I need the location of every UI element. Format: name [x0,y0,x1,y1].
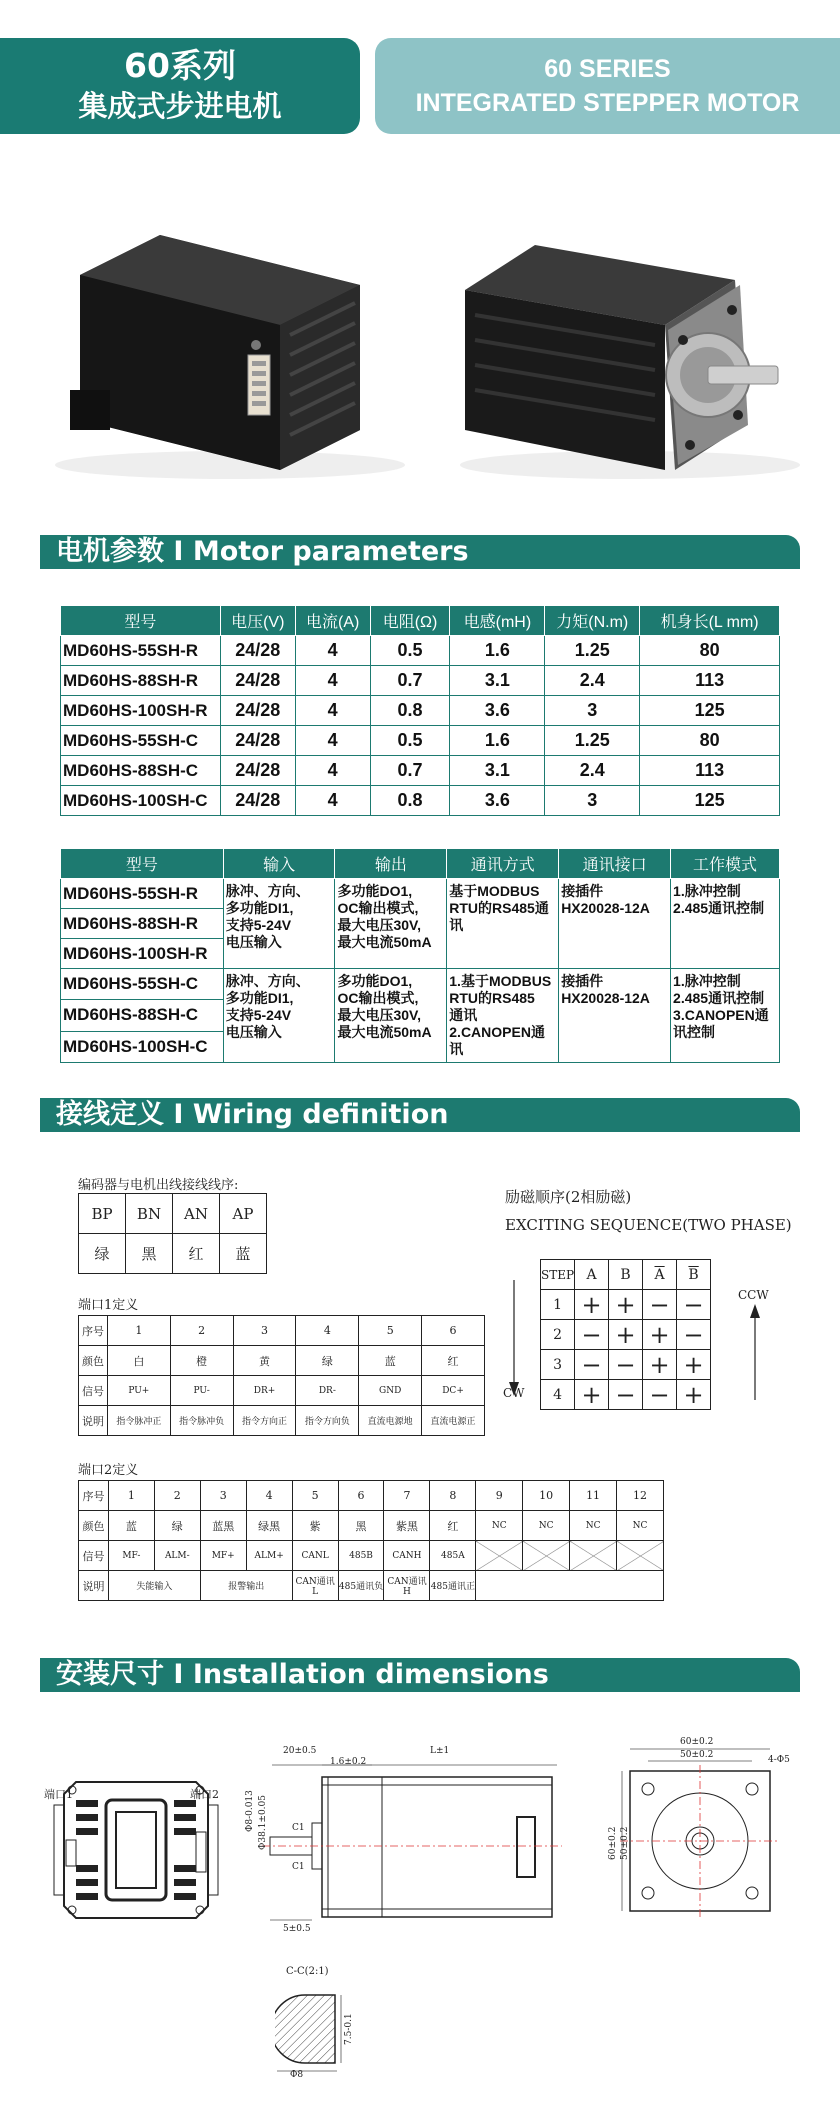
io-line: 最大电流50mA [337,934,432,950]
io-line: 最大电压30V, [337,917,421,933]
io-line: 讯 [449,1041,464,1057]
port1-label: 端口1定义 [78,1298,139,1313]
seq-cell: − [575,1320,609,1350]
dim-square-50: 50±0.2 [680,1750,714,1760]
io-line: 1.脉冲控制 [673,973,741,989]
param-cell: MD60HS-55SH-R [61,636,221,666]
seq-cell: + [643,1350,677,1380]
dim-c1-bottom: C1 [292,1862,305,1872]
io-line: OC输出模式, [337,990,419,1006]
io-input-cell [223,969,335,1063]
section-label: C-C(2:1) [286,1966,329,1977]
io-header: 通讯方式 [447,849,559,879]
port2-cell: NC [570,1511,617,1541]
seq-cell: + [609,1290,643,1320]
io-line: HX20028-12A [561,990,650,1006]
port2-cell: 紫黑 [384,1511,430,1541]
port2-cell: 485通讯正 [430,1571,476,1601]
io-comm-cell [447,879,559,969]
seq-cell: + [575,1380,609,1410]
io-model: MD60HS-55SH-R [61,879,224,909]
port1-cell: 1 [107,1316,170,1346]
param-cell: 0.8 [370,786,450,816]
port2-empty-cell [523,1541,570,1571]
seq-header: B [609,1260,643,1290]
param-cell: 3 [545,786,640,816]
io-model: MD60HS-100SH-R [61,939,224,969]
io-line: 脉冲、方向、 [225,973,310,989]
seq-cell: − [643,1380,677,1410]
io-header: 输入 [223,849,335,879]
param-table [60,605,780,816]
port2-cell: 485B [338,1541,384,1571]
param-cell: MD60HS-55SH-C [61,726,221,756]
port2-cell: 颜色 [79,1511,109,1541]
port1-cell: 信号 [79,1376,108,1406]
io-line: 2.485通讯控制 [673,990,765,1006]
port2-cell: 9 [476,1481,523,1511]
seq-cell: − [575,1350,609,1380]
encoder-code: BP [79,1194,126,1234]
encoder-color: 绿 [79,1234,126,1274]
io-model: MD60HS-55SH-C [61,969,224,1000]
io-line: 最大电压30V, [337,1007,421,1023]
io-line: 通讯 [449,1007,478,1023]
param-cell: 3.1 [450,666,545,696]
port1-cell: 指令方向负 [296,1406,359,1436]
port2-cell: CANL [292,1541,338,1571]
table-row [61,726,780,756]
io-line: 2.485通讯控制 [673,900,765,916]
io-line: 3.CANOPEN通 [673,1007,769,1023]
io-table [60,848,780,1063]
port1-cell: 白 [107,1346,170,1376]
param-cell: 24/28 [220,696,295,726]
param-cell: 4 [295,786,370,816]
seq-step: 4 [541,1380,575,1410]
param-cell: 4 [295,666,370,696]
param-cell: 125 [640,696,780,726]
param-cell: 1.25 [545,726,640,756]
port2-empty-cell [476,1571,664,1601]
io-header: 通讯接口 [559,849,671,879]
port1-cell: 直流电源正 [422,1406,485,1436]
io-line: 1.脉冲控制 [673,883,741,899]
dim-c1-top: C1 [292,1823,305,1833]
port2-cell: 11 [570,1481,617,1511]
ccw-arrow-icon [740,1300,770,1410]
port1-cell: 红 [422,1346,485,1376]
port1-cell: 直流电源地 [359,1406,422,1436]
param-cell: 24/28 [220,786,295,816]
port1-cell: 4 [296,1316,359,1346]
section-cc-drawing [275,1985,385,2075]
dim-shaft-length: 20±0.5 [283,1746,317,1756]
param-cell: 113 [640,756,780,786]
port1-cell: PU- [170,1376,233,1406]
section-bar-params: 电机参数 I Motor parameters [40,535,800,569]
header-cn-series: 60系列 [124,46,236,85]
io-header-row [61,849,780,879]
io-mode-cell [671,969,780,1063]
param-cell: 0.8 [370,696,450,726]
param-cell: 24/28 [220,726,295,756]
port1-cell: 黄 [233,1346,296,1376]
param-header-row [61,606,780,636]
param-cell: 1.6 [450,726,545,756]
dim-pilot: Φ38.1±0.05 [258,1795,268,1850]
io-header: 型号 [61,849,224,879]
port1-cell: DR- [296,1376,359,1406]
port2-cell: 报警输出 [200,1571,292,1601]
table-row [79,1346,485,1376]
param-cell: 4 [295,696,370,726]
port2-empty-cell [570,1541,617,1571]
port2-cell: 信号 [79,1541,109,1571]
motor-photo-front [440,220,815,490]
port1-cell: 蓝 [359,1346,422,1376]
io-line: 1.基于MODBUS [449,973,552,989]
param-cell: MD60HS-88SH-C [61,756,221,786]
seq-cell: − [643,1290,677,1320]
port2-cell: 485A [430,1541,476,1571]
port2-cell: 红 [430,1511,476,1541]
table-row [541,1380,711,1410]
seq-step: 1 [541,1290,575,1320]
header-cn-title: 集成式步进电机 [78,89,282,123]
port2-cell: 黑 [338,1511,384,1541]
port2-cell: 说明 [79,1571,109,1601]
param-header: 机身长(L mm) [640,606,780,636]
table-row [61,786,780,816]
table-row [79,1541,664,1571]
param-cell: 0.5 [370,636,450,666]
param-cell: 3.6 [450,786,545,816]
dim-square-60: 60±0.2 [680,1737,714,1747]
io-input-cell [223,879,335,969]
param-cell: MD60HS-88SH-R [61,666,221,696]
table-row [79,1511,664,1541]
io-line: HX20028-12A [561,900,650,916]
dim-body-length: L±1 [430,1746,450,1756]
header-en-series: 60 SERIES [544,55,671,83]
port1-cell: 颜色 [79,1346,108,1376]
port2-cell: 12 [617,1481,664,1511]
port2-cell: 蓝 [108,1511,154,1541]
motor-photo-rear [30,215,420,490]
cw-label: CW [503,1386,525,1400]
param-cell: 1.6 [450,636,545,666]
port2-cell: 绿黑 [246,1511,292,1541]
section-bar-install: 安装尺寸 I Installation dimensions [40,1658,800,1692]
io-output-cell [335,879,447,969]
port2-cell: 失能输入 [108,1571,200,1601]
io-line: 讯控制 [673,1024,716,1040]
io-line: 电压输入 [225,934,282,950]
port1-cell: 指令方向正 [233,1406,296,1436]
port2-cell: 2 [154,1481,200,1511]
ccw-label: CCW [738,1288,769,1302]
io-line: 多功能DI1, [225,900,294,916]
port2-cell: 紫 [292,1511,338,1541]
encoder-color: 蓝 [220,1234,267,1274]
encoder-code: AP [220,1194,267,1234]
port2-cell: 8 [430,1481,476,1511]
port2-cell: NC [476,1511,523,1541]
port2-cell: 6 [338,1481,384,1511]
table-row [61,636,780,666]
port1-cell: 绿 [296,1346,359,1376]
sequence-title-en: EXCITING SEQUENCE(TWO PHASE) [505,1216,792,1234]
table-row [541,1320,711,1350]
param-cell: 2.4 [545,666,640,696]
param-cell: MD60HS-100SH-R [61,696,221,726]
port2-table [78,1480,664,1601]
table-row [79,1406,485,1436]
port1-cell: GND [359,1376,422,1406]
port1-cell: 说明 [79,1406,108,1436]
seq-step: 3 [541,1350,575,1380]
param-cell: 24/28 [220,756,295,786]
dim-vertical-50: 50±0.2 [620,1826,630,1860]
dim-vertical-60: 60±0.2 [608,1826,618,1860]
encoder-code: BN [126,1194,173,1234]
table-row [61,879,780,909]
port1-cell: 橙 [170,1346,233,1376]
table-row [61,756,780,786]
port1-cell: 序号 [79,1316,108,1346]
port2-cell: ALM+ [246,1541,292,1571]
seq-cell: − [609,1350,643,1380]
param-cell: 4 [295,636,370,666]
param-header: 力矩(N.m) [545,606,640,636]
param-cell: 125 [640,786,780,816]
port2-cell: 5 [292,1481,338,1511]
io-model: MD60HS-88SH-C [61,1000,224,1031]
table-row [79,1316,485,1346]
param-cell: 4 [295,756,370,786]
io-comm-cell [447,969,559,1063]
param-cell: 80 [640,726,780,756]
table-row [79,1234,267,1274]
port2-cell: 10 [523,1481,570,1511]
port1-cell: 3 [233,1316,296,1346]
io-line: 最大电流50mA [337,1024,432,1040]
front-view-drawing [620,1735,810,1935]
seq-cell: + [677,1350,711,1380]
port2-cell: ALM- [154,1541,200,1571]
port2-cell: 序号 [79,1481,109,1511]
table-row [541,1260,711,1290]
port2-cell: NC [617,1511,664,1541]
param-cell: 1.25 [545,636,640,666]
io-line: 接插件 [561,973,604,989]
header-en-banner [375,38,840,134]
port1-cell: DC+ [422,1376,485,1406]
port2-cell: 3 [200,1481,246,1511]
side-view-drawing [262,1745,562,1935]
param-cell: MD60HS-100SH-C [61,786,221,816]
port2-cell: 7 [384,1481,430,1511]
table-row [79,1571,664,1601]
port2-cell: MF+ [200,1541,246,1571]
dim-key: 5±0.5 [283,1924,311,1934]
dim-shaft-diameter: Φ8-0.013 [245,1790,255,1832]
io-output-cell [335,969,447,1063]
table-row [61,666,780,696]
sequence-table [540,1259,711,1410]
dim-holes: 4-Φ5 [768,1755,790,1765]
port1-cell: 指令脉冲正 [107,1406,170,1436]
port2-cell: 1 [108,1481,154,1511]
seq-header-b-bar: $\overline{B}$ [677,1260,711,1290]
encoder-table [78,1193,267,1274]
port1-cell: 6 [422,1316,485,1346]
table-row [79,1481,664,1511]
io-line: 电压输入 [225,1024,282,1040]
sequence-title-cn: 励磁顺序(2相励磁) [505,1188,632,1206]
encoder-color: 红 [173,1234,220,1274]
param-header: 电压(V) [220,606,295,636]
dim-flange: 1.6±0.2 [330,1757,367,1767]
port1-cell: 2 [170,1316,233,1346]
param-cell: 3.1 [450,756,545,786]
port2-cell: CAN通讯H [384,1571,430,1601]
section-bar-wiring: 接线定义 I Wiring definition [40,1098,800,1132]
port2-cell: 绿 [154,1511,200,1541]
seq-cell: + [643,1320,677,1350]
io-port-cell [559,879,671,969]
port2-label: 端口2定义 [78,1463,139,1478]
io-line: RTU的RS485通 [449,900,549,916]
param-cell: 24/28 [220,636,295,666]
dim-flat: 7.5-0.1 [344,2013,354,2045]
port1-cell: 指令脉冲负 [170,1406,233,1436]
port2-drawing-label: 端口2 [190,1788,219,1801]
io-model: MD60HS-100SH-C [61,1031,224,1062]
param-header: 型号 [61,606,221,636]
seq-cell: + [575,1290,609,1320]
seq-cell: + [677,1380,711,1410]
table-row [61,969,780,1000]
io-model: MD60HS-88SH-R [61,909,224,939]
table-row [541,1350,711,1380]
port1-cell: DR+ [233,1376,296,1406]
param-cell: 0.5 [370,726,450,756]
encoder-code: AN [173,1194,220,1234]
param-cell: 113 [640,666,780,696]
table-row [61,696,780,726]
io-line: 2.CANOPEN通 [449,1024,545,1040]
param-cell: 3.6 [450,696,545,726]
table-row [541,1290,711,1320]
seq-cell: + [609,1320,643,1350]
port1-table [78,1315,485,1436]
io-line: 支持5-24V [225,1007,292,1023]
io-line: 多功能DO1, [337,883,413,899]
seq-header: A [575,1260,609,1290]
port2-cell: CAN通讯L [292,1571,338,1601]
param-header: 电流(A) [295,606,370,636]
io-line: 多功能DI1, [225,990,294,1006]
io-header: 输出 [335,849,447,879]
encoder-label: 编码器与电机出线接线线序: [78,1178,239,1193]
port2-cell: NC [523,1511,570,1541]
io-line: RTU的RS485 [449,990,535,1006]
port2-cell: MF- [108,1541,154,1571]
table-row [79,1194,267,1234]
io-line: 多功能DO1, [337,973,413,989]
io-mode-cell [671,879,780,969]
param-cell: 3 [545,696,640,726]
io-line: 基于MODBUS [449,883,540,899]
port1-cell: PU+ [107,1376,170,1406]
encoder-color: 黑 [126,1234,173,1274]
seq-header-a-bar: $\overline{A}$ [643,1260,677,1290]
io-header: 工作模式 [671,849,780,879]
port2-empty-cell [476,1541,523,1571]
port2-cell: CANH [384,1541,430,1571]
port1-drawing-label: 端口1 [44,1788,73,1801]
param-cell: 24/28 [220,666,295,696]
param-cell: 0.7 [370,666,450,696]
param-cell: 2.4 [545,756,640,786]
param-header: 电阻(Ω) [370,606,450,636]
io-line: OC输出模式, [337,900,419,916]
io-line: 接插件 [561,883,604,899]
io-line: 讯 [449,917,464,933]
io-port-cell [559,969,671,1063]
port2-cell: 4 [246,1481,292,1511]
seq-cell: − [609,1380,643,1410]
param-cell: 0.7 [370,756,450,786]
table-row [79,1376,485,1406]
seq-cell: − [677,1290,711,1320]
param-header: 电感(mH) [450,606,545,636]
header-en-title: INTEGRATED STEPPER MOTOR [415,89,800,117]
dim-diameter: Φ8 [290,2070,304,2080]
seq-header: STEP [541,1260,575,1290]
io-line: 脉冲、方向、 [225,883,310,899]
port2-cell: 485通讯负 [338,1571,384,1601]
param-cell: 4 [295,726,370,756]
port2-cell: 蓝黑 [200,1511,246,1541]
seq-step: 2 [541,1320,575,1350]
io-line: 支持5-24V [225,917,292,933]
seq-cell: − [677,1320,711,1350]
port2-empty-cell [617,1541,664,1571]
header-cn-banner [0,38,360,134]
param-cell: 80 [640,636,780,666]
port1-cell: 5 [359,1316,422,1346]
